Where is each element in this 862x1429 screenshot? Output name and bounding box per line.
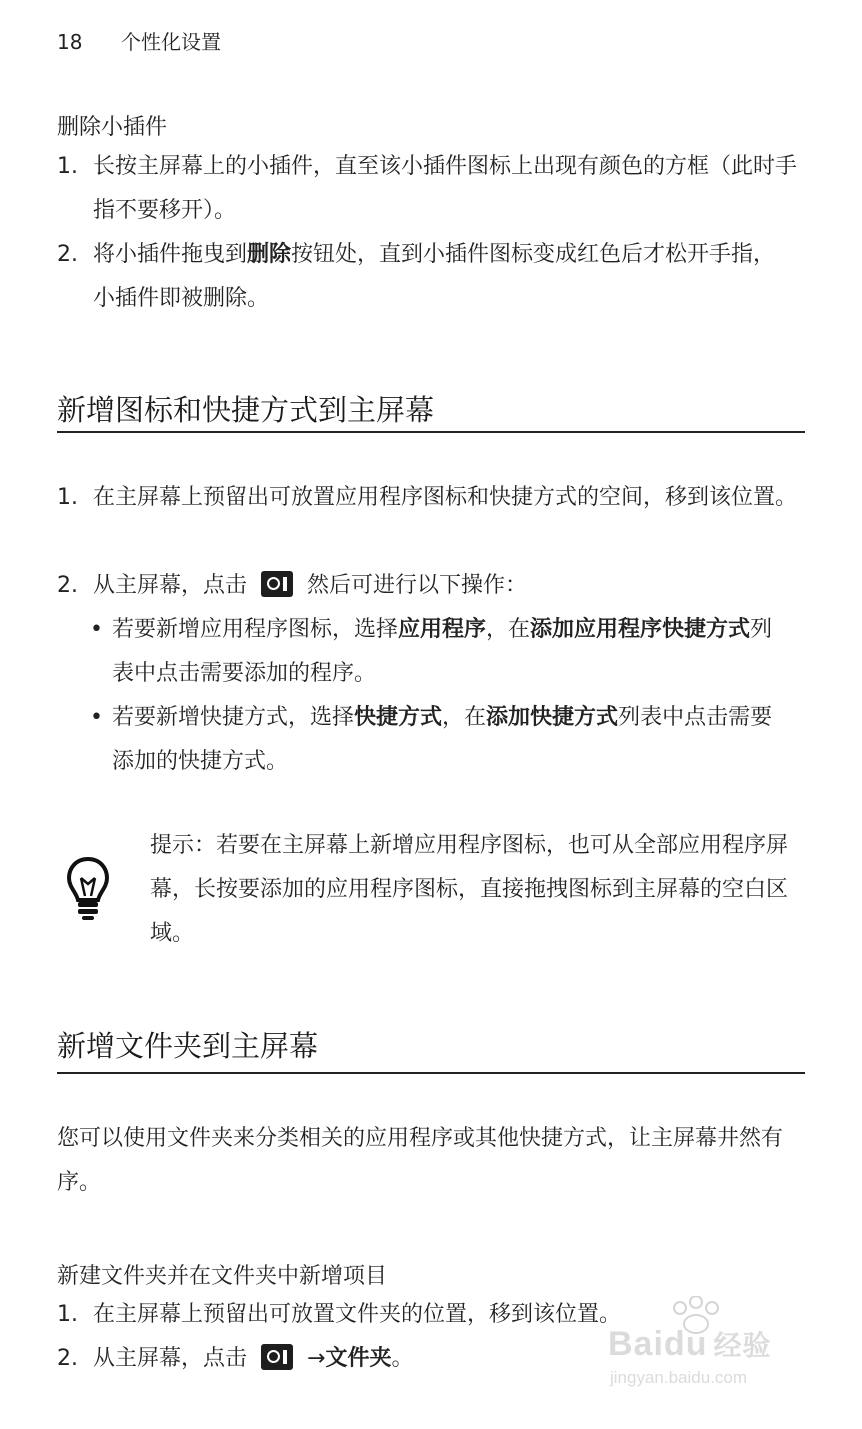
add-folder-intro: 您可以使用文件夹来分类相关的应用程序或其他快捷方式，让主屏幕井然有序。 [57, 1126, 784, 1195]
remove-step-1: 1. 长按主屏幕上的小插件，直至该小插件图标上出现有颜色的方框（此时手指不要移开）。 [57, 154, 798, 223]
baidu-watermark: Baidu 经验 jingyan.baidu.com [606, 1296, 806, 1396]
folder-step-1: 1. 在主屏幕上预留出可放置文件夹的位置，移到该位置。 [57, 1302, 622, 1327]
heading-rule-2 [57, 1072, 805, 1074]
lightbulb-icon [66, 856, 110, 922]
bullet-app-icon: • 若要新增应用程序图标，选择应用程序，在添加应用程序快捷方式列表中点击需要添加的程序。 [90, 617, 773, 686]
add-icons-step-2: 2. 从主屏幕，点击 然后可进行以下操作： [57, 573, 528, 598]
add-icons-step-1: 1. 在主屏幕上预留出可放置应用程序图标和快捷方式的空间，移到该位置。 [57, 485, 798, 510]
add-to-home-icon-2 [261, 1344, 293, 1370]
section-title: 个性化设置 [121, 30, 221, 54]
folder-step-2: 2. 从主屏幕，点击 →文件夹。 [57, 1346, 414, 1371]
delete-term: 删除 [247, 242, 292, 267]
add-folder-heading: 新增文件夹到主屏幕 [57, 1029, 319, 1063]
page-number: 18 [57, 30, 83, 54]
new-folder-subhead: 新建文件夹并在文件夹中新增项目 [57, 1264, 388, 1289]
heading-rule [57, 431, 805, 433]
bullet-shortcut: • 若要新增快捷方式，选择快捷方式，在添加快捷方式列表中点击需要添加的快捷方式。 [90, 705, 773, 774]
remove-widget-title: 删除小插件 [57, 115, 168, 140]
watermark-url: jingyan.baidu.com [610, 1368, 748, 1387]
tip-text: 提示：若要在主屏幕上新增应用程序图标，也可从全部应用程序屏幕，长按要添加的应用程序图标，直接拖拽图标到主屏幕的空白区域。 [150, 833, 789, 946]
page-header [57, 26, 221, 55]
add-icons-heading: 新增图标和快捷方式到主屏幕 [57, 393, 435, 427]
remove-step-2: 2. 将小插件拖曳到删除按钮处，直到小插件图标变成红色后才松开手指，小插件即被删除。 [57, 242, 776, 311]
add-to-home-icon [261, 571, 293, 597]
